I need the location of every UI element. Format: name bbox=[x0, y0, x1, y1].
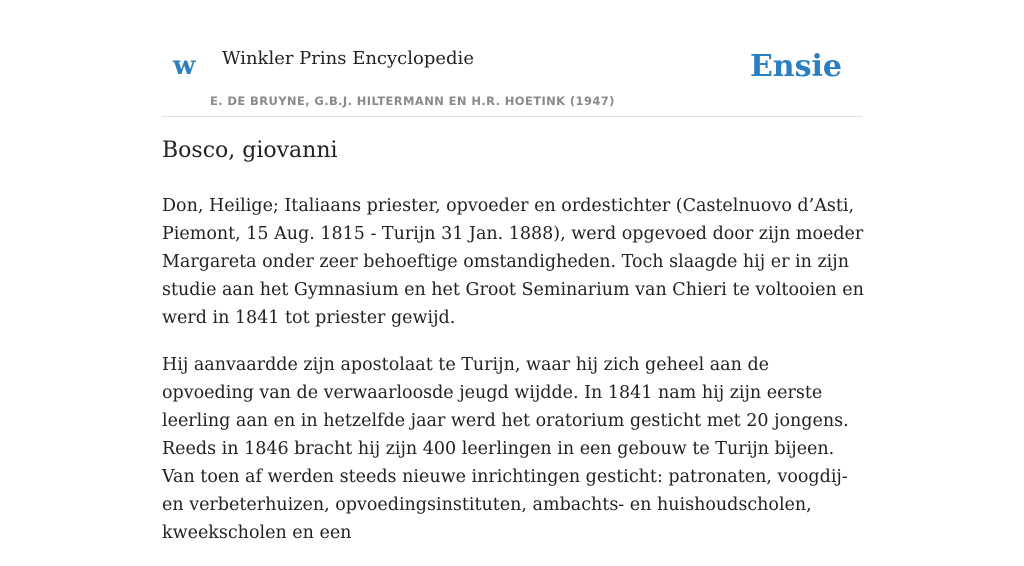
brand-logo[interactable]: Ensie bbox=[749, 49, 842, 84]
article-title: Bosco, giovanni bbox=[162, 138, 338, 163]
article-paragraph: Don, Heilige; Italiaans priester, opvoeder en ordestichter (Castelnuovo d’Asti, Piemont, 15 Aug. 1815 - Turijn 31 Jan. 1888), werd opgevoed door zijn moeder Margareta onder zeer behoeftige omstandigheden. Toch slaagde hij er in zijn studie aan het Gymnasium en het Groot Seminarium van Chieri te voltooien en werd in 1841 tot priester gewijd. bbox=[162, 196, 864, 328]
publication-authors: E. DE BRUYNE, G.B.J. HILTERMANN EN H.R. HOETINK (1947) bbox=[210, 94, 615, 108]
site-header bbox=[162, 36, 862, 117]
article-body bbox=[162, 192, 864, 566]
publication-logo-icon[interactable]: w bbox=[173, 51, 196, 81]
publication-title[interactable]: Winkler Prins Encyclopedie bbox=[222, 48, 474, 69]
article-paragraph: Hij aanvaardde zijn apostolaat te Turijn, waar hij zich geheel aan de opvoeding van de verwaarloosde jeugd wijdde. In 1841 nam hij zijn eerste leerling aan en in hetzelfde jaar werd het oratorium gesticht met 20 jongens. Reeds in 1846 bracht hij zijn 400 leerlingen in een gebouw te Turijn bijeen. Van toen af werden steeds nieuwe inrichtingen gesticht: patronaten, voogdij- en verbeterhuizen, opvoedingsinstituten, ambachts- en huishoudscholen, kweekscholen en een bbox=[162, 355, 849, 543]
